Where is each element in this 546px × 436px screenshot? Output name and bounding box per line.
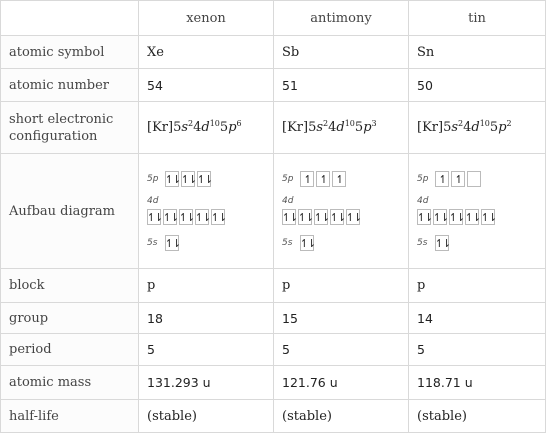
- orbital-box: ↿⇂: [345, 210, 361, 224]
- orbital-5p-boxes: [435, 171, 481, 187]
- config-formula: [282, 120, 377, 135]
- orbital-5s-boxes: [300, 235, 314, 251]
- orbital-5s-boxes: [435, 235, 449, 251]
- xenon-aufbau: [139, 154, 274, 269]
- xenon-config: [139, 102, 274, 154]
- orbital-box: ↿⇂: [178, 210, 194, 224]
- orbital-label-4d: 4d: [417, 196, 429, 206]
- config-d-exp: 10: [479, 119, 490, 128]
- config-prefix: [Kr]5: [417, 120, 452, 135]
- antimony-period: 5: [274, 334, 409, 366]
- row-atomic-mass: [1, 366, 546, 400]
- label-config-line1: short electronic: [9, 111, 114, 127]
- orbital-label-4d: 4d: [147, 196, 159, 206]
- orbital-5p-row: [282, 171, 400, 187]
- orbital-label-5s: 5s: [282, 237, 293, 248]
- header-row: [1, 1, 546, 36]
- config-p: p: [363, 120, 372, 135]
- orbital-box: ↿⇂: [480, 210, 496, 224]
- label-block: block: [1, 269, 139, 303]
- row-half-life: [1, 400, 546, 433]
- row-config: [1, 102, 546, 154]
- label-atomic-number: atomic number: [1, 69, 139, 102]
- config-p-exp: 6: [236, 119, 242, 128]
- orbital-5s-boxes: [165, 235, 179, 251]
- orbital-box: ↿: [435, 171, 449, 187]
- orbital-box: ↿⇂: [164, 172, 180, 186]
- config-d-n: 4: [463, 120, 472, 135]
- label-period: period: [1, 334, 139, 366]
- config-p-exp: 2: [506, 119, 512, 128]
- antimony-config: [274, 102, 409, 154]
- label-config: [1, 102, 139, 154]
- orbital-4d-boxes: [417, 209, 537, 225]
- orbital-box: ↿⇂: [297, 210, 313, 224]
- orbital-label-5s: 5s: [417, 237, 428, 248]
- orbital-5s-row: [417, 235, 537, 251]
- config-s-exp: 2: [323, 119, 329, 128]
- orbital-label-5p: 5p: [282, 173, 294, 184]
- xenon-block: p: [139, 269, 274, 303]
- orbital-box: ↿⇂: [164, 236, 180, 250]
- row-block: [1, 269, 546, 303]
- xenon-atomic-number: 54: [139, 69, 274, 102]
- orbital-box: ↿: [332, 171, 346, 187]
- label-group: group: [1, 303, 139, 334]
- xenon-period: 5: [139, 334, 274, 366]
- orbital-5s-row: [282, 235, 400, 251]
- antimony-atomic-symbol: Sb: [274, 36, 409, 69]
- orbital-label-5p: 5p: [417, 173, 429, 184]
- config-d-exp: 10: [209, 119, 220, 128]
- xenon-half-life: (stable): [139, 400, 274, 433]
- antimony-half-life: (stable): [274, 400, 409, 433]
- config-prefix: [Kr]5: [147, 120, 182, 135]
- xenon-group: 18: [139, 303, 274, 334]
- config-p-n: 5: [354, 120, 364, 135]
- row-aufbau: [1, 154, 546, 269]
- orbital-box: ↿⇂: [416, 210, 432, 224]
- label-atomic-symbol: atomic symbol: [1, 36, 139, 69]
- tin-group: 14: [409, 303, 546, 334]
- config-p-exp: 3: [371, 119, 377, 128]
- config-prefix: [Kr]5: [282, 120, 317, 135]
- label-atomic-mass: atomic mass: [1, 366, 139, 400]
- config-p-n: 5: [219, 120, 229, 135]
- header-tin: tin: [409, 1, 546, 36]
- orbital-label-4d: 4d: [282, 196, 294, 206]
- config-d: d: [201, 120, 210, 135]
- config-s-exp: 2: [188, 119, 194, 128]
- orbital-box: ↿⇂: [146, 210, 162, 224]
- config-p: p: [228, 120, 237, 135]
- orbital-box: ↿⇂: [281, 210, 297, 224]
- orbital-box: ↿⇂: [299, 236, 315, 250]
- orbital-5p-row: [417, 171, 537, 187]
- orbital-5p-row: [147, 171, 265, 187]
- config-s: s: [451, 120, 459, 135]
- aufbau-diagram: [417, 171, 537, 251]
- orbital-5s-row: [147, 235, 265, 251]
- row-period: [1, 334, 546, 366]
- orbital-label-5s: 5s: [147, 237, 158, 248]
- orbital-box: ↿⇂: [329, 210, 345, 224]
- xenon-atomic-mass: 131.293 u: [139, 366, 274, 400]
- tin-block: p: [409, 269, 546, 303]
- antimony-atomic-number: 51: [274, 69, 409, 102]
- row-atomic-number: [1, 69, 546, 102]
- antimony-group: 15: [274, 303, 409, 334]
- label-config-line2: configuration: [9, 128, 98, 144]
- orbital-box: ↿: [451, 171, 465, 187]
- orbital-box: ↿: [316, 171, 330, 187]
- aufbau-diagram: [147, 171, 265, 251]
- orbital-box: ↿⇂: [434, 236, 450, 250]
- label-aufbau: Aufbau diagram: [1, 154, 139, 269]
- orbital-box: ↿⇂: [464, 210, 480, 224]
- config-formula: [417, 120, 512, 135]
- header-antimony: antimony: [274, 1, 409, 36]
- config-d-n: 4: [328, 120, 337, 135]
- row-atomic-symbol: [1, 36, 546, 69]
- orbital-4d-boxes: [147, 209, 265, 225]
- config-s-exp: 2: [458, 119, 464, 128]
- orbital-box: ↿⇂: [162, 210, 178, 224]
- orbital-box: ↿⇂: [313, 210, 329, 224]
- antimony-aufbau: [274, 154, 409, 269]
- config-s: s: [316, 120, 324, 135]
- orbital-box: ↿⇂: [210, 210, 226, 224]
- config-d: d: [336, 120, 345, 135]
- config-s: s: [181, 120, 189, 135]
- header-empty: [1, 1, 139, 36]
- tin-atomic-number: 50: [409, 69, 546, 102]
- orbital-box: [467, 171, 481, 187]
- orbital-5p-boxes: [300, 171, 346, 187]
- row-group: [1, 303, 546, 334]
- tin-atomic-symbol: Sn: [409, 36, 546, 69]
- label-half-life: half-life: [1, 400, 139, 433]
- orbital-label-5p: 5p: [147, 173, 159, 184]
- orbital-5p-boxes: [165, 171, 211, 187]
- antimony-block: p: [274, 269, 409, 303]
- tin-period: 5: [409, 334, 546, 366]
- antimony-atomic-mass: 121.76 u: [274, 366, 409, 400]
- orbital-box: ↿⇂: [448, 210, 464, 224]
- config-p-n: 5: [489, 120, 499, 135]
- orbital-box: ↿⇂: [194, 210, 210, 224]
- aufbau-diagram: [282, 171, 400, 251]
- tin-half-life: (stable): [409, 400, 546, 433]
- tin-atomic-mass: 118.71 u: [409, 366, 546, 400]
- header-xenon: xenon: [139, 1, 274, 36]
- config-d-exp: 10: [344, 119, 355, 128]
- config-formula: [147, 120, 242, 135]
- config-d-n: 4: [193, 120, 202, 135]
- orbital-box: ↿: [300, 171, 314, 187]
- tin-config: [409, 102, 546, 154]
- config-p: p: [498, 120, 507, 135]
- orbital-box: ↿⇂: [196, 172, 212, 186]
- orbital-box: ↿⇂: [432, 210, 448, 224]
- xenon-atomic-symbol: Xe: [139, 36, 274, 69]
- config-d: d: [471, 120, 480, 135]
- tin-aufbau: [409, 154, 546, 269]
- orbital-box: ↿⇂: [180, 172, 196, 186]
- orbital-4d-boxes: [282, 209, 400, 225]
